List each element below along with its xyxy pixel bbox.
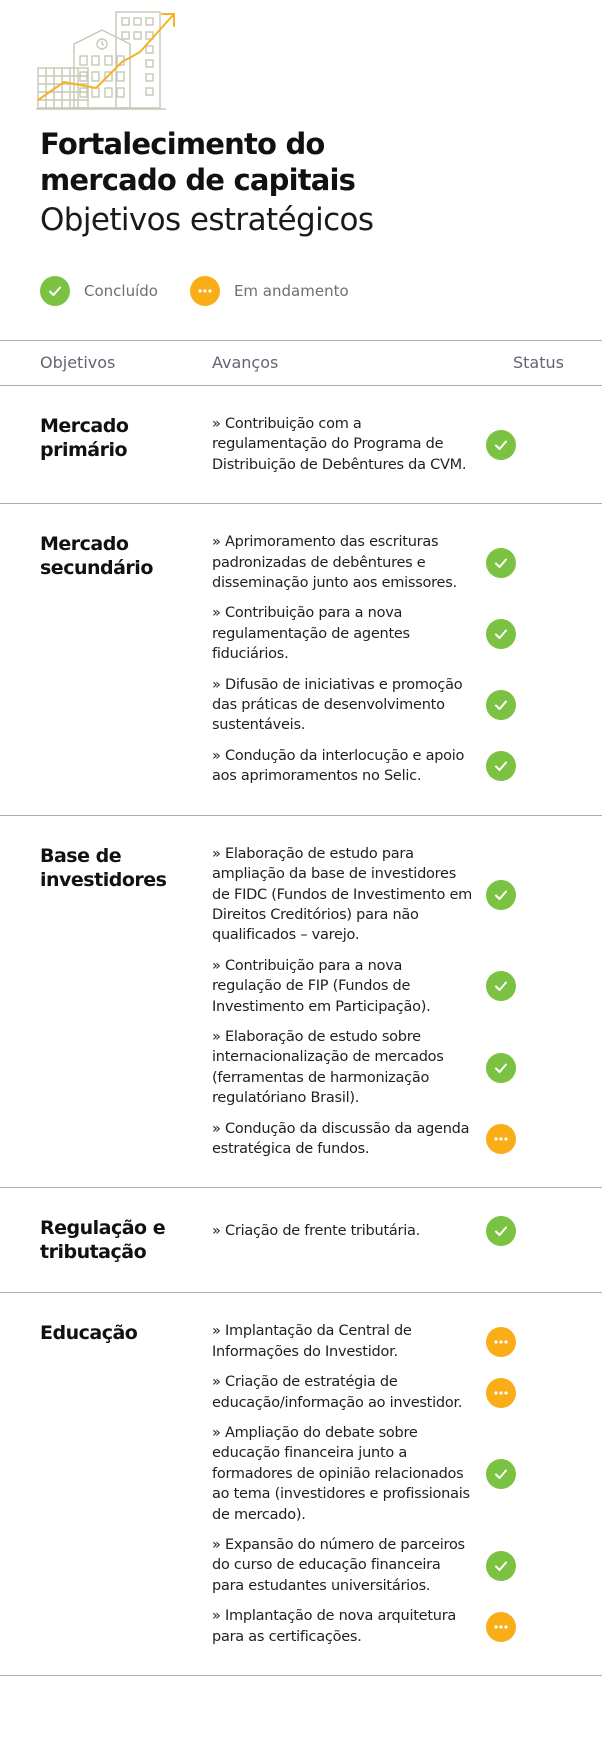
table-row bbox=[212, 1321, 562, 1362]
section-title: Educação bbox=[40, 1322, 138, 1345]
advance-text: » Ampliação do debate sobre educação financeira junto a formadores de opinião relacionados ao tema (investidores e profissionais de mercado). bbox=[212, 1425, 470, 1523]
column-header-objetivos: Objetivos bbox=[40, 353, 116, 372]
section-title: Regulação e tributação bbox=[40, 1217, 166, 1264]
check-icon bbox=[486, 619, 516, 649]
page-title-line-1: Fortalecimento do bbox=[40, 127, 325, 161]
check-icon bbox=[486, 880, 516, 910]
check-icon bbox=[486, 1053, 516, 1083]
table-row bbox=[212, 675, 562, 736]
legend-item-done bbox=[40, 276, 158, 306]
advance-text: » Implantação da Central de Informações do Investidor. bbox=[212, 1323, 412, 1360]
ellipsis-icon bbox=[486, 1612, 516, 1642]
advance-text: » Criação de frente tributária. bbox=[212, 1223, 421, 1240]
page-title bbox=[40, 126, 560, 198]
section-items bbox=[212, 532, 562, 786]
building-growth-illustration bbox=[36, 8, 198, 114]
table-section bbox=[0, 1293, 602, 1676]
table-section bbox=[0, 504, 602, 815]
check-icon bbox=[486, 1459, 516, 1489]
check-icon bbox=[486, 548, 516, 578]
table-row bbox=[212, 603, 562, 664]
table-row bbox=[212, 1216, 562, 1246]
objectives-table bbox=[0, 340, 602, 1676]
table-row bbox=[212, 844, 562, 946]
table-header bbox=[0, 340, 602, 386]
status-legend bbox=[40, 276, 349, 306]
table-row bbox=[212, 1372, 562, 1413]
advance-text: » Contribuição para a nova regulação de FIP (Fundos de Investimento em Participação). bbox=[212, 957, 431, 1015]
check-icon bbox=[486, 1216, 516, 1246]
section-items bbox=[212, 844, 562, 1160]
column-header-avancos: Avanços bbox=[212, 353, 279, 372]
section-title: Mercado primário bbox=[40, 415, 129, 461]
advance-text: » Condução da discussão da agenda estratégica de fundos. bbox=[212, 1120, 470, 1157]
table-section bbox=[0, 1188, 602, 1293]
section-items bbox=[212, 1321, 562, 1647]
table-row bbox=[212, 1535, 562, 1596]
advance-text: » Contribuição para a nova regulamentação de agentes fiduciários. bbox=[212, 605, 410, 663]
advance-text: » Elaboração de estudo para ampliação da base de investidores de FIDC (Fundos de Investimento em Direitos Creditórios) para não qualificados – varejo. bbox=[212, 845, 472, 944]
table-section bbox=[0, 816, 602, 1189]
check-icon bbox=[486, 971, 516, 1001]
table-row bbox=[212, 532, 562, 593]
table-row bbox=[212, 956, 562, 1017]
advance-text: » Expansão do número de parceiros do curso de educação financeira para estudantes universitários. bbox=[212, 1537, 465, 1594]
ellipsis-icon bbox=[486, 1124, 516, 1154]
advance-text: » Criação de estratégia de educação/informação ao investidor. bbox=[212, 1374, 463, 1411]
check-icon bbox=[40, 276, 70, 306]
check-icon bbox=[486, 751, 516, 781]
page-title-line-2: mercado de capitais bbox=[40, 163, 356, 197]
table-row bbox=[212, 1606, 562, 1647]
table-section bbox=[0, 386, 602, 504]
section-items bbox=[212, 1216, 562, 1264]
check-icon bbox=[486, 430, 516, 460]
table-row bbox=[212, 1027, 562, 1109]
advance-text: » Condução da interlocução e apoio aos aprimoramentos no Selic. bbox=[212, 747, 465, 785]
legend-label-progress: Em andamento bbox=[233, 282, 349, 300]
ellipsis-icon bbox=[486, 1327, 516, 1357]
advance-text: » Implantação de nova arquitetura para as certificações. bbox=[212, 1608, 457, 1645]
title-block bbox=[40, 126, 560, 240]
advance-text: » Aprimoramento das escrituras padronizadas de debêntures e disseminação junto aos emissores. bbox=[212, 534, 457, 592]
table-row bbox=[212, 1119, 562, 1160]
section-items bbox=[212, 414, 562, 475]
legend-label-done: Concluído bbox=[84, 282, 158, 300]
table-row bbox=[212, 746, 562, 787]
advance-text: » Contribuição com a regulamentação do Programa de Distribuição de Debêntures da CVM. bbox=[212, 416, 467, 473]
ellipsis-icon bbox=[190, 276, 220, 306]
table-body bbox=[0, 386, 602, 1676]
advance-text: » Elaboração de estudo sobre internacionalização de mercados (ferramentas de harmonização regulatóriano Brasil). bbox=[212, 1028, 444, 1107]
section-title: Base de investidores bbox=[40, 844, 167, 891]
table-row bbox=[212, 414, 562, 475]
column-header-status: Status bbox=[513, 353, 564, 372]
advance-text: » Difusão de iniciativas e promoção das práticas de desenvolvimento sustentáveis. bbox=[212, 676, 463, 734]
check-icon bbox=[486, 690, 516, 720]
ellipsis-icon bbox=[486, 1378, 516, 1408]
page-subtitle: Objetivos estratégicos bbox=[40, 202, 374, 238]
section-title: Mercado secundário bbox=[40, 533, 153, 580]
check-icon bbox=[486, 1551, 516, 1581]
legend-item-progress bbox=[190, 276, 349, 306]
table-row bbox=[212, 1423, 562, 1525]
